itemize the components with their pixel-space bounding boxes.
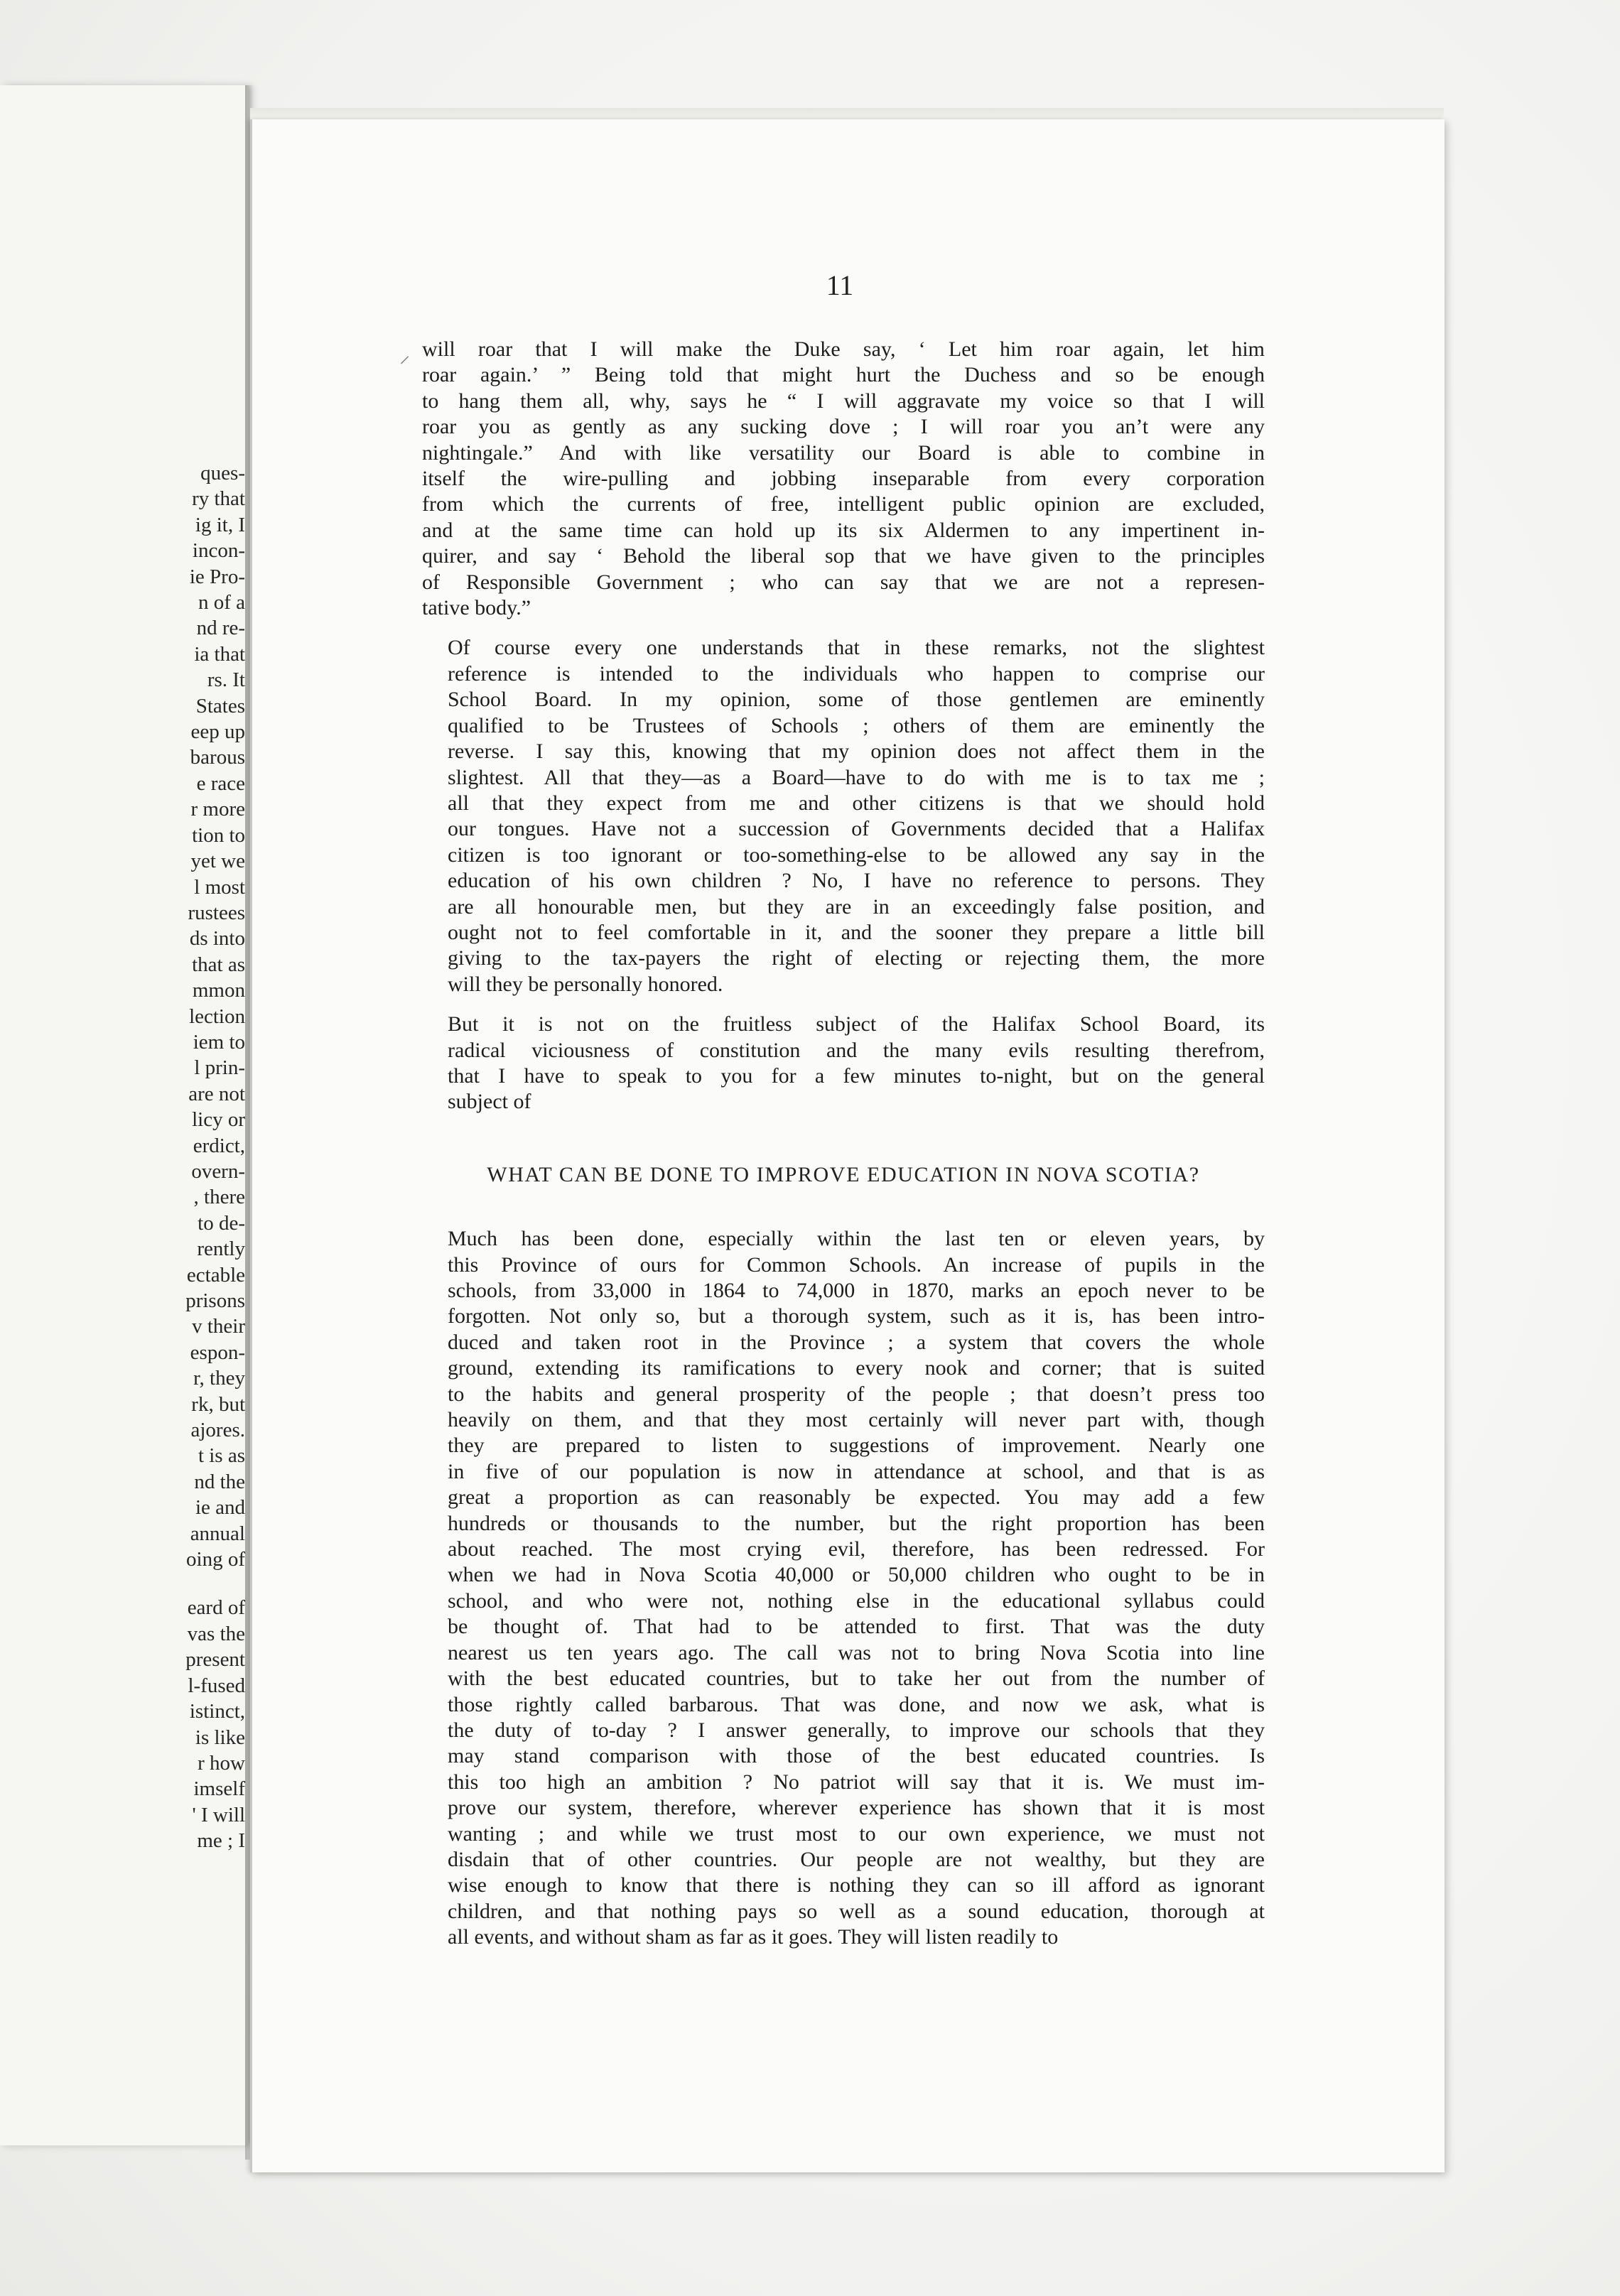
left-page-line: nd re- xyxy=(196,617,245,640)
left-page-line: e race xyxy=(196,771,245,795)
left-page-line: eard of xyxy=(187,1596,245,1620)
text-line: of Responsible Government ; who can say that we are not a represen- xyxy=(422,570,1265,594)
left-page-line: ds into xyxy=(189,927,245,951)
paragraph-2 xyxy=(422,635,1265,997)
left-page-line: overn- xyxy=(191,1159,245,1183)
left-page-line: that as xyxy=(192,953,245,976)
left-page-text xyxy=(0,460,245,1854)
text-line: giving to the tax-payers the right of electing or rejecting them, the more xyxy=(448,946,1265,970)
left-page-line: rently xyxy=(197,1238,245,1261)
body-text xyxy=(422,337,1265,1951)
left-page-line: r more xyxy=(190,798,245,821)
text-line: this too high an ambition ? No patriot will say that it is. We must im- xyxy=(448,1770,1265,1794)
text-line: citizen is too ignorant or too-something-else to be allowed any say in the xyxy=(448,843,1265,867)
paragraph-3 xyxy=(422,1012,1265,1115)
text-line: itself the wire-pulling and jobbing inseparable from every corporation xyxy=(422,467,1265,491)
text-line: when we had in Nova Scotia 40,000 or 50,000 children who ought to be in xyxy=(448,1563,1265,1587)
text-line: about reached. The most crying evil, therefore, has been redressed. For xyxy=(448,1537,1265,1561)
text-line: to the habits and general prosperity of the people ; that doesn’t press too xyxy=(448,1382,1265,1406)
left-page-line: incon- xyxy=(192,539,245,563)
left-page-line: ' I will xyxy=(192,1803,245,1826)
left-page-line: is like xyxy=(195,1726,245,1749)
text-line: Much has been done, especially within the last ten or eleven years, by xyxy=(448,1227,1265,1251)
left-page-line: espon- xyxy=(190,1341,245,1364)
left-page-line: ig it, I xyxy=(195,513,245,536)
text-line: and at the same time can hold up its six Aldermen to any impertinent in- xyxy=(422,518,1265,542)
text-line: School Board. In my opinion, some of those gentlemen are eminently xyxy=(448,688,1265,712)
text-line: in five of our population is now in attendance at school, and that is as xyxy=(448,1459,1265,1483)
section-heading: WHAT CAN BE DONE TO IMPROVE EDUCATION IN NOVA SCOTIA? xyxy=(487,1162,1200,1186)
text-line: wanting ; and while we trust most to our own experience, we must not xyxy=(448,1821,1265,1846)
left-page-line xyxy=(0,1572,248,1595)
left-page-line: licy or xyxy=(192,1108,245,1132)
text-line: hundreds or thousands to the number, but the right proportion has been xyxy=(448,1511,1265,1535)
left-page-line: imself xyxy=(193,1777,245,1801)
left-page-line: istinct, xyxy=(189,1700,245,1723)
text-line: qualified to be Trustees of Schools ; others of them are eminently the xyxy=(448,713,1265,737)
left-page-line: n of a xyxy=(198,591,245,614)
text-line: wise enough to know that there is nothing they can so ill afford as ignorant xyxy=(448,1873,1265,1897)
text-line: tative body.” xyxy=(422,596,531,620)
text-line: will they be personally honored. xyxy=(448,972,723,996)
left-page-line: yet we xyxy=(190,850,245,873)
text-line: those rightly called barbarous. That was done, and now we ask, what is xyxy=(448,1692,1265,1716)
text-line: our tongues. Have not a succession of Governments decided that a Halifax xyxy=(448,817,1265,841)
left-page-line: erdict, xyxy=(193,1134,245,1157)
text-line: from which the currents of free, intelligent public opinion are excluded, xyxy=(422,492,1265,516)
text-line: this Province of ours for Common Schools. An increase of pupils in the xyxy=(448,1252,1265,1277)
text-line: radical viciousness of constitution and the many evils resulting therefrom, xyxy=(448,1038,1265,1062)
text-line: duced and taken root in the Province ; a system that covers the whole xyxy=(448,1330,1265,1354)
left-page-line: nd the xyxy=(194,1470,245,1493)
text-line: nightingale.” And with like versatility our Board is able to combine in xyxy=(422,440,1265,465)
text-line: to hang them all, why, says he “ I will aggravate my voice so that I will xyxy=(422,389,1265,413)
left-page-line: eep up xyxy=(190,720,245,744)
left-page-line: ectable xyxy=(186,1263,245,1287)
text-line: the duty of to-day ? I answer generally, to improve our schools that they xyxy=(448,1718,1265,1742)
left-page-line: rs. It xyxy=(207,668,245,692)
left-facing-page xyxy=(0,85,248,2145)
left-page-line: vas the xyxy=(187,1622,245,1645)
left-page-line: mmon xyxy=(192,979,245,1002)
left-page-line: lection xyxy=(189,1004,245,1028)
text-line: roar you as gently as any sucking dove ; I will roar you an’t were any xyxy=(422,415,1265,439)
left-page-line: prisons xyxy=(185,1289,245,1312)
left-page-line: ajores. xyxy=(190,1419,245,1442)
text-line: Of course every one understands that in these remarks, not the slightest xyxy=(448,636,1265,660)
text-line: reference is intended to the individuals who happen to comprise our xyxy=(448,661,1265,686)
text-line: heavily on them, and that they most certainly will never part with, though xyxy=(448,1408,1265,1432)
paragraph-1 xyxy=(422,337,1265,621)
text-line: all that they expect from me and other citizens is that we should hold xyxy=(448,791,1265,815)
left-page-line: v their xyxy=(192,1315,245,1338)
left-page-line: l prin- xyxy=(194,1056,245,1080)
text-line: all events, and without sham as far as it goes. They will listen readily to xyxy=(448,1925,1059,1949)
text-line: great a proportion as can reasonably be expected. You may add a few xyxy=(448,1485,1265,1510)
page-top-edge xyxy=(250,108,1444,119)
text-line: school, and who were not, nothing else in the educational syllabus could xyxy=(448,1588,1265,1613)
text-line: nearest us ten years ago. The call was not to bring Nova Scotia into line xyxy=(448,1640,1265,1664)
left-page-line: to de- xyxy=(198,1211,245,1235)
text-line: roar again.’ ” Being told that might hurt the Duchess and so be enough xyxy=(422,363,1265,387)
left-page-line: ie Pro- xyxy=(189,565,245,588)
text-line: may stand comparison with those of the best educated countries. Is xyxy=(448,1744,1265,1768)
left-page-line: oing of xyxy=(186,1548,245,1571)
left-page-line: t is as xyxy=(198,1444,245,1468)
text-line: education of his own children ? No, I have no reference to persons. They xyxy=(448,869,1265,893)
text-line: But it is not on the fruitless subject of the Halifax School Board, its xyxy=(448,1012,1265,1036)
left-page-line: r how xyxy=(198,1751,245,1775)
left-page-line: tion to xyxy=(192,823,245,847)
text-line: prove our system, therefore, wherever experience has shown that it is most xyxy=(448,1796,1265,1820)
left-page-line: , there xyxy=(193,1186,245,1209)
left-page-line: rustees xyxy=(188,901,245,924)
left-page-line: iem to xyxy=(193,1030,245,1054)
left-page-line: me ; I xyxy=(197,1829,245,1853)
text-line: with the best educated countries, but to take her out from the number of xyxy=(448,1667,1265,1691)
paragraph-4 xyxy=(422,1226,1265,1950)
text-line: children, and that nothing pays so well as a sound education, thorough at xyxy=(448,1899,1265,1923)
left-page-line: ia that xyxy=(194,642,245,666)
text-line: be thought of. That had to be attended to first. That was the duty xyxy=(448,1615,1265,1639)
text-line: that I have to speak to you for a few minutes to-night, but on the general xyxy=(448,1063,1265,1088)
left-page-line: ry that xyxy=(192,487,245,511)
left-page-line: rk, but xyxy=(191,1392,245,1416)
left-page-line: barous xyxy=(190,746,245,769)
text-line: subject of xyxy=(448,1090,531,1114)
text-line: schools, from 33,000 in 1864 to 74,000 in 1870, marks an epoch never to be xyxy=(448,1279,1265,1302)
text-line: reverse. I say this, knowing that my opinion does not affect them in the xyxy=(448,740,1265,764)
left-page-line: States xyxy=(195,694,245,718)
text-line: slightest. All that they—as a Board—have to do with me is to tax me ; xyxy=(448,765,1265,789)
left-page-line: l-fused xyxy=(188,1674,245,1697)
margin-tick-mark: ⸝ xyxy=(399,343,410,368)
left-page-line: are not xyxy=(188,1082,245,1105)
left-page-line: present xyxy=(185,1648,245,1672)
text-line: forgotten. Not only so, but a thorough system, such as it is, has been intro- xyxy=(448,1304,1265,1328)
text-line: they are prepared to listen to suggestions of improvement. Nearly one xyxy=(448,1434,1265,1458)
page-number: 11 xyxy=(826,269,854,301)
left-page-line: l most xyxy=(194,875,245,899)
text-line: are all honourable men, but they are in an exceedingly false position, and xyxy=(448,894,1265,919)
text-line: ground, extending its ramifications to every nook and corner; that is suited xyxy=(448,1356,1265,1380)
text-line: disdain that of other countries. Our people are not wealthy, but they are xyxy=(448,1847,1265,1871)
text-line: ought not to feel comfortable in it, and the sooner they prepare a little bill xyxy=(448,920,1265,944)
text-line: will roar that I will make the Duke say, ‘ Let him roar again, let him xyxy=(422,337,1265,361)
left-page-line: ques- xyxy=(200,462,245,484)
left-page-line: ie and xyxy=(195,1496,245,1520)
left-page-line: r, they xyxy=(193,1367,245,1390)
left-page-line: annual xyxy=(190,1522,245,1545)
text-line: quirer, and say ‘ Behold the liberal sop that we have given to the principles xyxy=(422,544,1265,568)
